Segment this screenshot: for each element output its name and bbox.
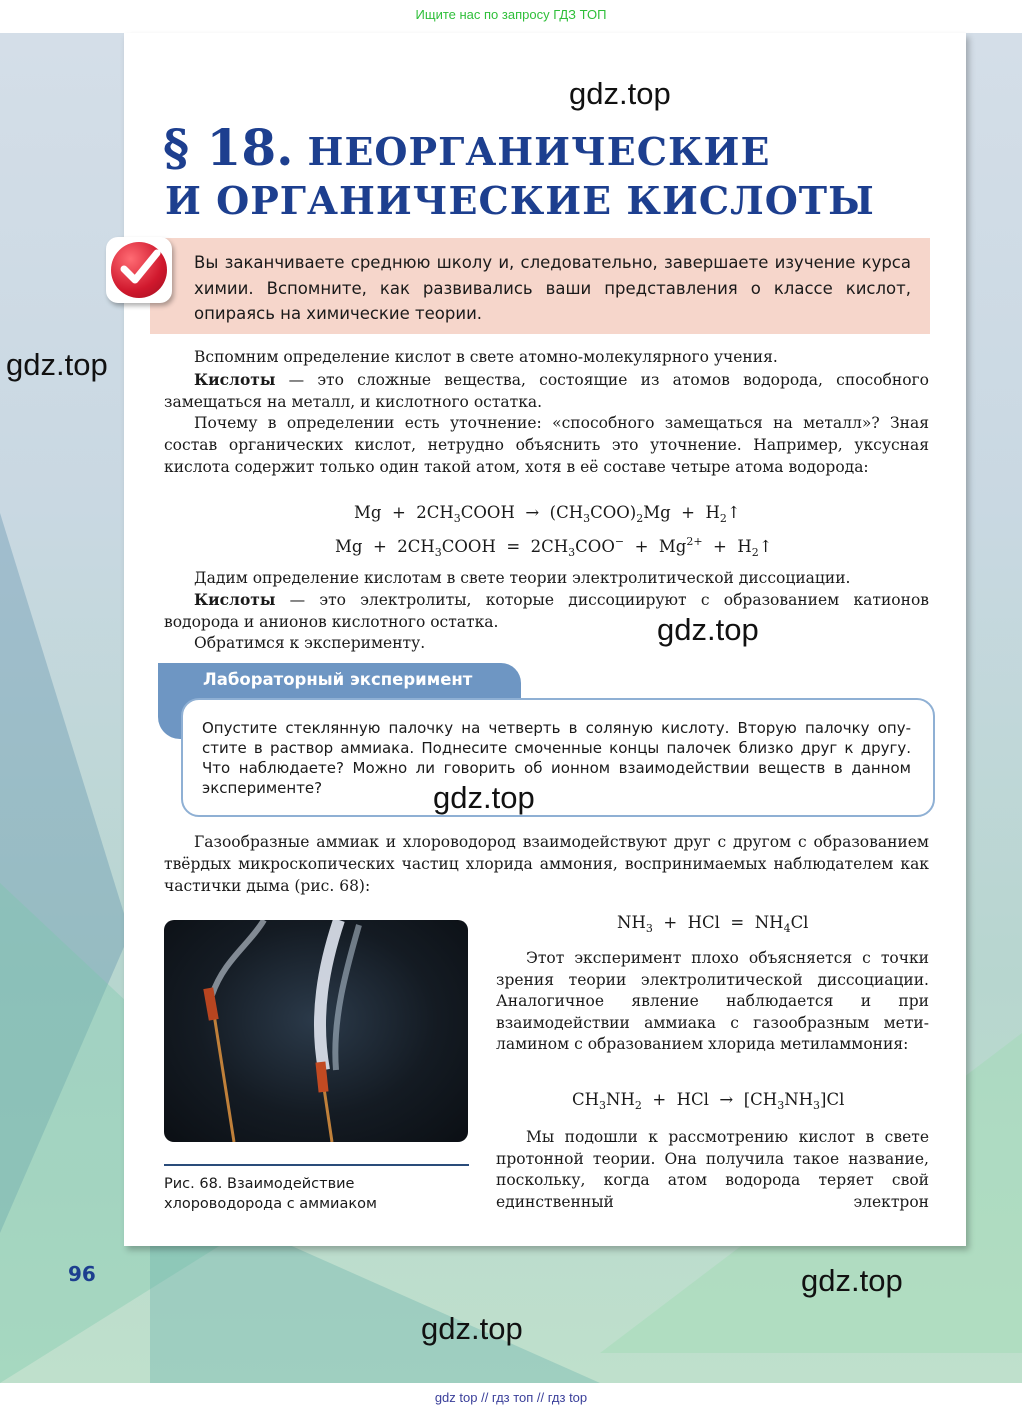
paragraph [164,589,929,634]
equation: $CH_3NH_2$ + HCl → $[CH_3NH_3]Cl$ [572,1090,845,1112]
paragraph: Обратимся к эксперименту. [194,634,426,652]
watermark: gdz.top [421,1311,523,1346]
right-column-paragraph: Этот эксперимент плохо объясняется с точки зрения теории электролитической диссоциации. Аналогичное явление наблюдается и при взаимодействии аммиака с газообразным метиламином с образованием хлорида метиламмония: [496,949,929,1054]
watermark: gdz.top [801,1263,903,1298]
intro-text: Вы заканчиваете среднюю школу и, следовательно, завершаете изучение курса химии. Вспомните, как развивались ваши представления о классе кислот, опираясь на химические теории. [194,253,911,323]
paragraph-text: — это электролиты, которые диссоциируют с образованием катионов водорода и анионов кислотного остатка. [164,591,929,631]
lab-text: Опустите стеклянную палочку на четверть в соляную кислоту. Вторую палочку опустите в раствор аммиака. Поднесите смоченные концы палочек близко друг к другу. Что наблюдаете? Можно ли говорить об ионном взаимодействии веществ в данном эксперименте? [202,719,911,797]
equation: $Mg + 2CH_3COOH \to (CH_3COO)_2Mg$ + $H_2↑$ [354,503,741,525]
paragraph: Дадим определение кислотам в свете теории электролитической диссоциации. [194,569,851,587]
bottom-banner[interactable] [0,1383,1022,1415]
term: Кислоты [194,590,276,609]
top-banner[interactable] [0,0,1022,33]
top-banner-text[interactable]: Ищите нас по запросу ГДЗ ТОП [415,7,607,22]
paragraph [164,369,929,414]
lab-header [158,663,521,699]
paragraph: Газообразные аммиак и хлороводород взаимодействуют друг с другом с образованием твёрдых микроскопических частиц хлорида аммония, воспринимаемых наблюдателем как частички дыма (рис. 68): [164,833,929,895]
right-column-paragraph: Мы подошли к рассмотрению кислот в свете протонной теории. Она получила такое название, поскольку, когда атом водорода теряет свой единственный электрон [496,1128,929,1211]
paragraph: Вспомним определение кислот в свете атомно-молекулярного учения. [194,348,778,366]
section-title-word: НЕОРГАНИЧЕСКИЕ [307,129,771,174]
figure-caption: Рис. 68. Взаимодействие хлороводорода с аммиаком [164,1176,377,1212]
term: Кислоты [194,370,276,389]
section-title-line2: И ОРГАНИЧЕСКИЕ КИСЛОТЫ [165,178,875,223]
paragraph-text: — это сложные вещества, состоящие из атомов водорода, способного замещаться на металл, и кислотного остатка. [164,371,929,411]
equation: $NH_3$ + HCl = $NH_4Cl$ [617,913,809,935]
section-number: § 18. [163,118,294,177]
bottom-banner-text[interactable]: gdz top // гдз топ // гдз top [434,1390,588,1405]
watermark: gdz.top [433,780,535,815]
equation: $Mg + 2CH_3COOH = 2CH_3COO^- + Mg^{2+}$ + $H_2↑$ [335,535,773,559]
page-number: 96 [68,1262,96,1286]
paragraph: Почему в определении есть уточнение: «способного замещаться на металл»? Зная состав органических кислот, нетрудно объяснить это уточнение. Например, уксусная кислота содержит только один такой атом, хотя в её составе четыре атома водорода: [164,414,929,476]
watermark: gdz.top [569,76,671,111]
checkmark-icon [114,243,164,293]
smoke-sticks-image [164,920,468,1142]
caption-rule [164,1164,469,1166]
section-title-line1 [163,118,770,177]
watermark: gdz.top [6,347,108,382]
watermark: gdz.top [657,612,759,647]
lab-title: Лабораторный эксперимент [203,670,473,689]
checkmark-badge [106,237,172,303]
figure-photo [164,920,468,1142]
